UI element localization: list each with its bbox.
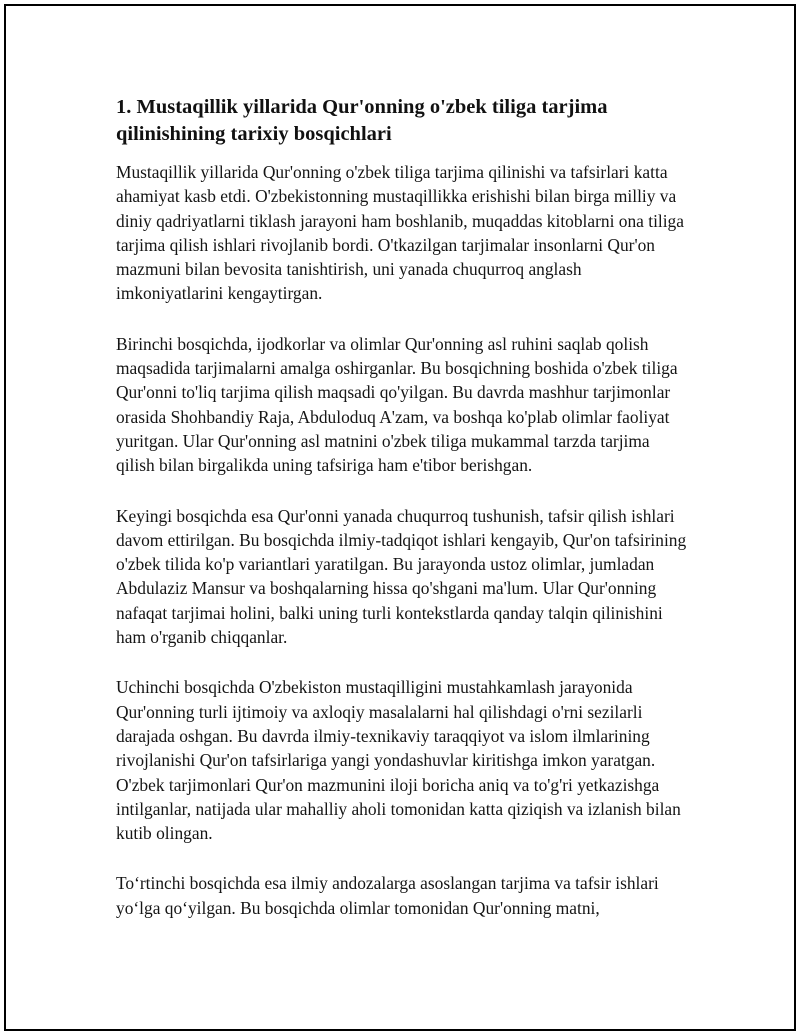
paragraph-first-stage: Birinchi bosqichda, ijodkorlar va olimlar Qur'onning asl ruhini saqlab qolish maqsadida tarjimalarni amalga oshirganlar. Bu bosqichning boshida o'zbek tiliga Qur'onni to'liq tarjima qilish maqsadi qo'yilgan. Bu davrda mashhur tarjimonlar orasida Shohbandiy Raja, Abduloduq A'zam, va boshqa ko'plab olimlar faoliyat yuritgan. Ular Qur'onning asl matnini o'zbek tiliga mukammal tarzda tarjima qilish bilan birgalikda uning tafsiriga ham e'tibor berishgan. bbox=[116, 333, 678, 476]
paragraph-next-stage: Keyingi bosqichda esa Qur'onni yanada chuqurroq tushunish, tafsir qilish ishlari davom ettirilgan. Bu bosqichda ilmiy-tadqiqot ishlari kengayib, Qur'on tafsirining o'zbek tilida ko'p variantlari yaratilgan. Bu jarayonda ustoz olimlar, jumladan Abdulaziz Mansur va boshqalarning hissa qo'shgani ma'lum. Ular Qur'onning nafaqat tarjimai holini, balki uning turli kontekstlarda qanday talqin qilinishini ham o'rganib chiqqanlar. bbox=[116, 505, 687, 648]
paragraph-fourth-stage: To‘rtinchi bosqichda esa ilmiy andozalarga asoslangan tarjima va tafsir ishlari yo‘lga qo‘yilgan. Bu bosqichda olimlar tomonidan Qur'onning matni, bbox=[116, 873, 659, 918]
paragraph-third-stage: Uchinchi bosqichda O'zbekiston mustaqilligini mustahkamlash jarayonida Qur'onning turli ijtimoiy va axloqiy masalalarni hal qilishdagi o'rni sezilarli darajada oshgan. Bu davrda ilmiy-texnikaviy taraqqiyot va islom ilmlarining rivojlanishi Qur'on tafsirlariga yangi yondashuvlar kiritishga imkon yaratgan. O'zbek tarjimonlari Qur'on mazmunini iloji boricha aniq va to'g'ri yetkazishga intilganlar, natijada ular mahalliy aholi tomonidan katta qiziqish va izlanish bilan kutib olingan. bbox=[116, 677, 681, 844]
section-heading: 1. Mustaqillik yillarida Qur'onning o'zbek tiliga tarjima qilinishining tarixiy bosqichlari bbox=[116, 96, 608, 145]
paragraph-intro: Mustaqillik yillarida Qur'onning o'zbek tiliga tarjima qilinishi va tafsirlari katta ahamiyat kasb etdi. O'zbekistonning mustaqillikka erishishi bilan birga milliy va diniy qadriyatlarni tiklash jarayoni ham boshlanib, muqaddas kitoblarni ona tiliga tarjima qilish ishlari rivojlanib bordi. O'tkazilgan tarjimalar insonlarni Qur'on mazmuni bilan bevosita tanishtirish, uni yanada chuqurroq anglash imkoniyatlarini kengaytirgan. bbox=[116, 162, 684, 304]
document-body bbox=[116, 94, 691, 946]
